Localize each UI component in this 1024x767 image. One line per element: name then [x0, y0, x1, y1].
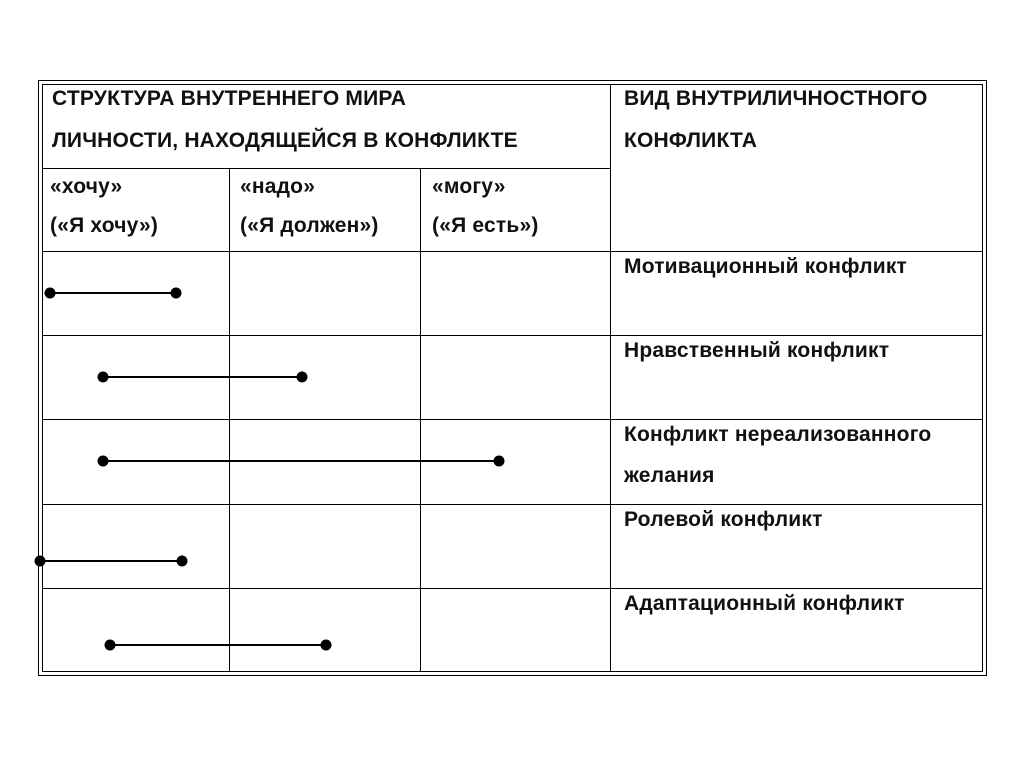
conflict-type-motivational: Мотивационный конфликт: [624, 255, 908, 278]
connector-node: [45, 288, 56, 299]
connector-row-2: [98, 372, 308, 383]
connector-node: [105, 640, 116, 651]
conflict-type-role: Ролевой конфликт: [624, 508, 823, 531]
connector-row-4: [35, 556, 188, 567]
connector-node: [35, 556, 46, 567]
type-title-line2: КОНФЛИКТА: [624, 129, 758, 152]
column-can-sublabel: («Я есть»): [432, 214, 539, 237]
connector-row-5: [105, 640, 332, 651]
column-want-sublabel: («Я хочу»): [50, 214, 159, 237]
column-must-sublabel: («Я должен»): [240, 214, 379, 237]
type-title-line1: ВИД ВНУТРИЛИЧНОСТНОГО: [624, 87, 928, 110]
structure-title-line1: СТРУКТУРА ВНУТРЕННЕГО МИРА: [52, 87, 407, 110]
column-want-label: «хочу»: [50, 175, 123, 198]
conflict-type-adaptive: Адаптационный конфликт: [624, 592, 905, 615]
connector-node: [177, 556, 188, 567]
connector-node: [321, 640, 332, 651]
connector-node: [171, 288, 182, 299]
connector-node: [98, 456, 109, 467]
structure-title-line2: ЛИЧНОСТИ, НАХОДЯЩЕЙСЯ В КОНФЛИКТЕ: [52, 129, 518, 152]
conflict-type-moral: Нравственный конфликт: [624, 339, 890, 362]
connector-node: [98, 372, 109, 383]
conflict-type-unrealized-line2: желания: [624, 464, 715, 487]
connector-row-1: [45, 288, 182, 299]
connector-node: [494, 456, 505, 467]
column-must-label: «надо»: [240, 175, 316, 198]
connector-node: [297, 372, 308, 383]
column-can-label: «могу»: [432, 175, 506, 198]
conflict-type-unrealized-line1: Конфликт нереализованного: [624, 423, 932, 446]
connector-row-3: [98, 456, 505, 467]
